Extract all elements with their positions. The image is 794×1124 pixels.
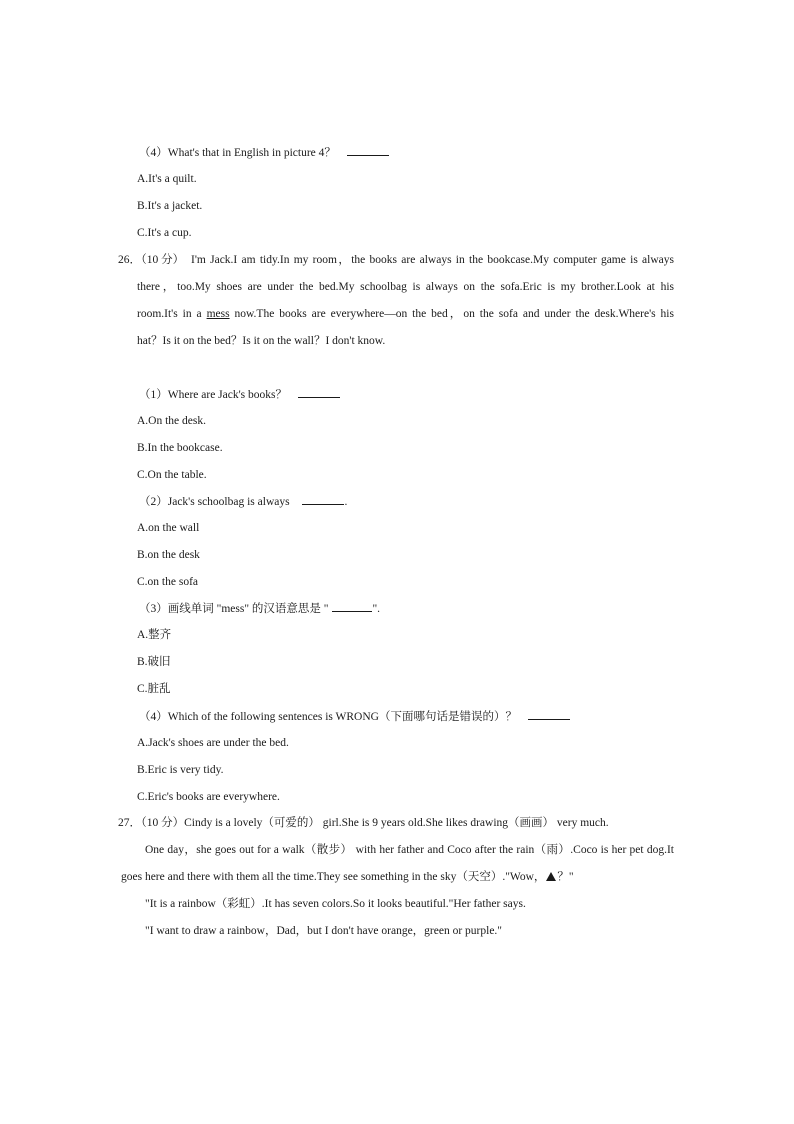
- q25-4-prompt: （4）What's that in English in picture 4？: [139, 147, 336, 159]
- answer-blank[interactable]: [332, 601, 372, 612]
- q26-4-option-b: B.Eric is very tidy.: [137, 764, 224, 776]
- q26-3-option-b: B.破旧: [137, 656, 171, 668]
- q26-2-prompt: （2）Jack's schoolbag is always: [139, 496, 290, 508]
- q26-passage-line-3-a: room.It's in a: [137, 308, 207, 320]
- q26-3-option-c: C.脏乱: [137, 683, 171, 695]
- q26-number-text: 26．: [118, 254, 141, 266]
- q26-2-option-a: A.on the wall: [137, 522, 200, 534]
- q26-points: （10 分）: [141, 254, 185, 266]
- q26-2-end: .: [344, 496, 348, 508]
- q26-1-prompt-line: [139, 387, 340, 402]
- answer-blank[interactable]: [298, 387, 340, 398]
- q27-line-1: [118, 816, 609, 830]
- q25-4-prompt-line: [139, 145, 389, 160]
- q27-number: 27．: [118, 817, 141, 829]
- q27-line-2: One day，she goes out for a walk（散步） with her father and Coco after the rain（雨）.Coco is her pet dog.It: [145, 844, 674, 856]
- q27-line-3: [121, 870, 574, 884]
- q26-4-prompt: （4）Which of the following sentences is WRONG（下面哪句话是错误的）？: [139, 711, 517, 723]
- q26-passage-line-4: hat？Is it on the bed？Is it on the wall？I don't know.: [137, 335, 386, 347]
- q27-line-5: "I want to draw a rainbow，Dad，but I don't have orange，green or purple.": [145, 925, 502, 937]
- q26-4-option-c: C.Eric's books are everywhere.: [137, 791, 280, 803]
- underlined-word-mess: mess: [206, 308, 230, 320]
- answer-blank[interactable]: [347, 145, 389, 156]
- triangle-icon: [546, 872, 556, 881]
- q27-line-3-text: goes here and there with them all the time.They see something in the sky（天空）."Wow，: [121, 871, 546, 883]
- q26-3-end: ".: [372, 603, 381, 615]
- q26-passage-line-1: I'm Jack.I am tidy.In my room，the books are always in the bookcase.My computer game is always: [191, 254, 674, 266]
- q26-1-option-c: C.On the table.: [137, 469, 207, 481]
- q26-passage-line-3: [137, 307, 674, 321]
- q25-4-option-c: C.It's a cup.: [137, 227, 192, 239]
- q26-3-prompt-line: [139, 601, 380, 616]
- q27-points: （10 分）: [141, 817, 185, 829]
- q26-1-option-b: B.In the bookcase.: [137, 442, 223, 454]
- q25-4-option-b: B.It's a jacket.: [137, 200, 203, 212]
- q26-passage-line-3-b: now.The books are everywhere—on the bed，on the sofa and under the desk.Where's his: [229, 308, 674, 320]
- q27-line-3-end: ？": [557, 871, 574, 883]
- q26-4-option-a: A.Jack's shoes are under the bed.: [137, 737, 289, 749]
- q26-2-option-c: C.on the sofa: [137, 576, 199, 588]
- q26-2-prompt-line: [139, 494, 347, 509]
- q26-2-option-b: B.on the desk: [137, 549, 200, 561]
- q26-3-prompt: （3）画线单词 "mess" 的汉语意思是 ": [139, 603, 329, 615]
- q27-line-1-text: Cindy is a lovely（可爱的） girl.She is 9 years old.She likes drawing（画画） very much.: [184, 817, 609, 829]
- q26-1-option-a: A.On the desk.: [137, 415, 206, 427]
- q26-1-prompt: （1）Where are Jack's books？: [139, 389, 288, 401]
- answer-blank[interactable]: [302, 494, 344, 505]
- answer-blank[interactable]: [528, 709, 570, 720]
- q26-3-option-a: A.整齐: [137, 629, 172, 641]
- q27-line-4: "It is a rainbow（彩虹）.It has seven colors.So it looks beautiful."Her father says.: [145, 898, 526, 910]
- q26-4-prompt-line: [139, 709, 570, 724]
- q26-passage-line-2: there，too.My shoes are under the bed.My schoolbag is always on the sofa.Eric is my brother.Look at his: [137, 281, 674, 293]
- q25-4-option-a: A.It's a quilt.: [137, 173, 197, 185]
- q26-number: [118, 253, 184, 267]
